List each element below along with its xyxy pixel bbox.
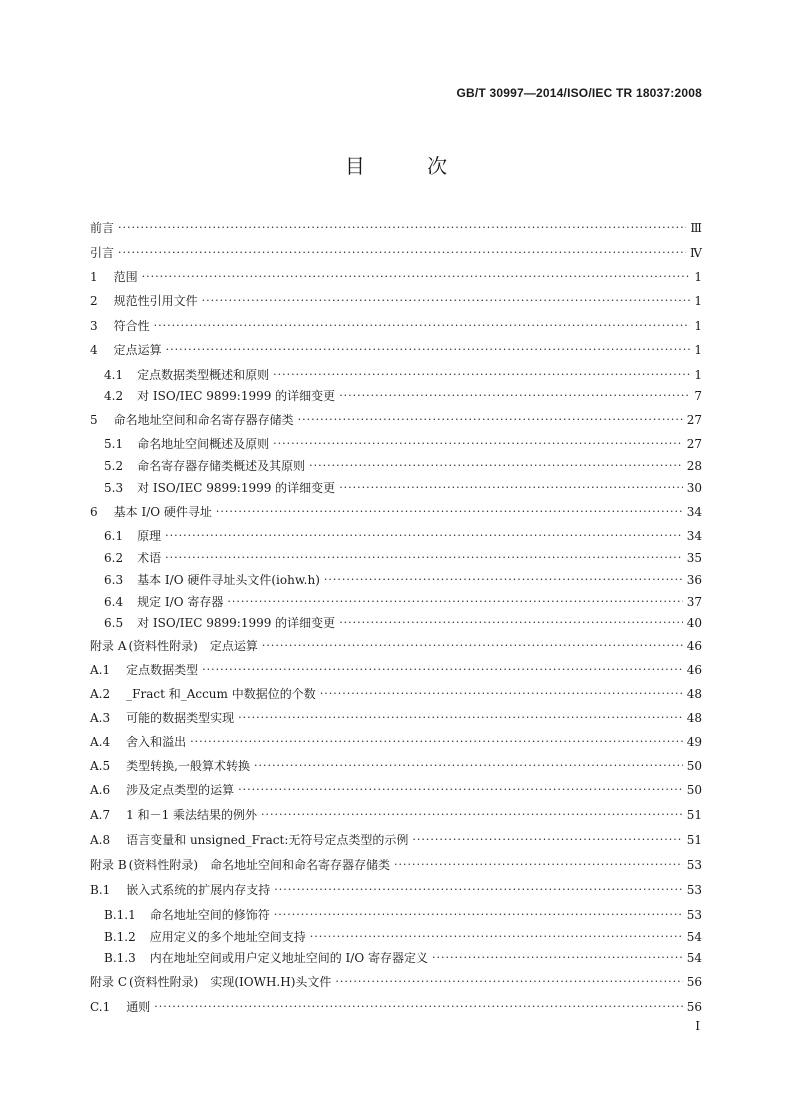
toc-leader-dots: [238, 708, 683, 728]
toc-entry[interactable]: [90, 756, 702, 776]
toc-entry-label: 舍入和溢出: [126, 735, 187, 749]
toc-entry[interactable]: [90, 340, 702, 360]
toc-entry[interactable]: [104, 613, 702, 633]
toc-entry-label: 基本 I/O 硬件寻址: [113, 505, 212, 519]
toc-entry-page: 1: [694, 368, 702, 382]
toc-leader-dots: [324, 570, 683, 590]
toc-entry-number: A.6: [90, 783, 111, 797]
toc-entry[interactable]: [104, 365, 702, 385]
toc-entry-label: 命名地址空间的修饰符: [149, 908, 270, 922]
toc-leader-dots: [335, 972, 682, 992]
toc-entry[interactable]: [90, 830, 702, 850]
toc-leader-dots: [118, 218, 686, 238]
toc-leader-dots: [202, 291, 690, 311]
toc-leader-dots: [339, 478, 683, 498]
toc-entry-label: 1 和－1 乘法结果的例外: [126, 808, 258, 822]
toc-entry-number: 附录 A: [90, 639, 127, 653]
toc-entry-page: 53: [686, 908, 702, 922]
toc-entry-number: 6: [90, 505, 98, 519]
toc-leader-dots: [202, 660, 683, 680]
toc-entry[interactable]: [104, 570, 702, 590]
toc-entry[interactable]: [104, 386, 702, 406]
toc-leader-dots: [339, 613, 683, 633]
toc-entry[interactable]: [104, 456, 702, 476]
toc-entry-page: 34: [686, 529, 702, 543]
toc-entry-label: 定点运算: [113, 343, 162, 357]
toc-entry[interactable]: [90, 316, 702, 336]
toc-entry-number: 2: [90, 294, 98, 308]
toc-entry-number: A.4: [90, 735, 111, 749]
toc-leader-dots: [262, 636, 683, 656]
toc-entry-number: 6.2: [104, 551, 124, 565]
toc-entry-number: B.1.1: [104, 908, 136, 922]
toc-entry-label: 可能的数据类型实现: [126, 711, 235, 725]
toc-entry-label: 对 ISO/IEC 9899:1999 的详细变更: [137, 481, 336, 495]
toc-entry-number: B.1.3: [104, 951, 136, 965]
toc-entry-page: 56: [686, 1000, 702, 1014]
toc-entry-number: 3: [90, 319, 98, 333]
toc-entry-page: 7: [694, 389, 702, 403]
toc-leader-dots: [394, 855, 683, 875]
toc-entry-label: 术语: [137, 551, 162, 565]
toc-entry[interactable]: [90, 267, 702, 287]
page-title: 目 次: [344, 154, 476, 178]
toc-entry-page: 54: [686, 930, 702, 944]
toc-entry[interactable]: [90, 291, 702, 311]
toc-entry-page: 36: [686, 573, 702, 587]
toc-entry-label: 内在地址空间或用户定义地址空间的 I/O 寄存器定义: [149, 951, 428, 965]
toc-entry-label: _Fract 和_Accum 中数据位的个数: [126, 687, 316, 701]
toc-entry-label: 语言变量和 unsigned_Fract:无符号定点类型的示例: [126, 833, 409, 847]
toc-entry-number: 6.4: [104, 595, 124, 609]
toc-entry-number: 附录 C: [90, 975, 127, 989]
toc-entry-number: B.1.2: [104, 930, 136, 944]
toc-entry-label: 对 ISO/IEC 9899:1999 的详细变更: [137, 616, 336, 630]
toc-entry-page: 53: [686, 883, 702, 897]
toc-entry[interactable]: [90, 732, 702, 752]
standard-number-header: GB/T 30997—2014/ISO/IEC TR 18037:2008: [456, 86, 702, 100]
toc-leader-dots: [274, 880, 682, 900]
toc-entry-page: 49: [686, 735, 702, 749]
toc-leader-dots: [142, 267, 690, 287]
toc-entry[interactable]: [104, 548, 702, 568]
toc-entry-page: 48: [686, 687, 702, 701]
toc-entry-label: 应用定义的多个地址空间支持: [149, 930, 306, 944]
toc-entry-label: 原理: [137, 529, 162, 543]
toc-entry-page: 1: [694, 343, 702, 357]
toc-leader-dots: [432, 948, 683, 968]
toc-entry-number: A.3: [90, 711, 111, 725]
toc-entry-number: A.1: [90, 663, 111, 677]
toc-entry[interactable]: [104, 592, 702, 612]
toc-entry-number: 5.1: [104, 437, 124, 451]
toc-entry-number: 6.3: [104, 573, 124, 587]
toc-entry[interactable]: [104, 905, 702, 925]
toc-entry[interactable]: [90, 684, 702, 704]
toc-entry-label: (资料性附录) 命名地址空间和命名寄存器存储类: [128, 858, 391, 872]
toc-leader-dots: [273, 365, 690, 385]
toc-entry-page: 27: [686, 437, 702, 451]
toc-leader-dots: [165, 548, 683, 568]
toc-entry[interactable]: [90, 780, 702, 800]
toc-entry[interactable]: [104, 434, 702, 454]
toc-entry-label: 符合性: [113, 319, 150, 333]
toc-entry-page: 35: [686, 551, 702, 565]
toc-entry[interactable]: [90, 855, 702, 875]
page-number: I: [695, 1019, 700, 1033]
toc-entry-number: B.1: [90, 883, 111, 897]
toc-entry-page: 51: [686, 808, 702, 822]
toc-entry[interactable]: [104, 526, 702, 546]
toc-leader-dots: [165, 526, 683, 546]
toc-entry[interactable]: [104, 927, 702, 947]
toc-entry-number: 5.2: [104, 459, 124, 473]
toc-entry[interactable]: [90, 997, 702, 1017]
toc-entry[interactable]: [90, 805, 702, 825]
toc-leader-dots: [261, 805, 683, 825]
toc-entry[interactable]: [104, 948, 702, 968]
toc-entry[interactable]: [90, 660, 702, 680]
toc-entry-page: 1: [694, 270, 702, 284]
toc-entry-label: 规定 I/O 寄存器: [137, 595, 224, 609]
toc-entry-page: 54: [686, 951, 702, 965]
toc-leader-dots: [227, 592, 682, 612]
toc-leader-dots: [310, 927, 683, 947]
toc-leader-dots: [154, 997, 683, 1017]
toc-entry-label: (资料性附录) 实现(IOWH.H)头文件: [129, 975, 332, 989]
toc-entry[interactable]: [90, 502, 702, 522]
toc-entry-label: 基本 I/O 硬件寻址头文件(iohw.h): [137, 573, 320, 587]
toc-entry-label: 嵌入式系统的扩展内存支持: [126, 883, 271, 897]
toc-entry-page: Ⅲ: [690, 221, 702, 235]
toc-entry[interactable]: [90, 708, 702, 728]
toc-entry-page: 50: [686, 783, 702, 797]
toc-entry-number: 6.5: [104, 616, 124, 630]
toc-entry-number: A.5: [90, 759, 111, 773]
toc-entry-number: 附录 B: [90, 858, 127, 872]
toc-leader-dots: [254, 756, 683, 776]
toc-entry-label: 涉及定点类型的运算: [126, 783, 235, 797]
toc-entry[interactable]: [90, 880, 702, 900]
toc-entry-page: 46: [686, 639, 702, 653]
toc-entry-number: 4.1: [104, 368, 124, 382]
toc-entry[interactable]: [104, 478, 702, 498]
toc-leader-dots: [274, 905, 683, 925]
toc-entry[interactable]: [90, 243, 702, 263]
toc-entry-page: 46: [686, 663, 702, 677]
toc-entry-number: C.1: [90, 1000, 111, 1014]
toc-entry-page: 34: [686, 505, 702, 519]
toc-leader-dots: [154, 316, 690, 336]
toc-leader-dots: [298, 410, 683, 430]
toc-entry-page: 40: [686, 616, 702, 630]
toc-entry-number: A.7: [90, 808, 111, 822]
toc-entry-label: 引言: [90, 246, 115, 260]
toc-entry-number: 4.2: [104, 389, 124, 403]
toc-entry-label: 规范性引用文件: [113, 294, 198, 308]
toc-entry-label: 定点数据类型概述和原则: [137, 368, 270, 382]
toc-leader-dots: [412, 830, 682, 850]
toc-entry[interactable]: [90, 218, 702, 238]
toc-leader-dots: [320, 684, 683, 704]
toc-entry-page: 48: [686, 711, 702, 725]
toc-entry-label: 前言: [90, 221, 115, 235]
toc-leader-dots: [273, 434, 683, 454]
toc-entry-page: 50: [686, 759, 702, 773]
toc-entry-label: 定点数据类型: [126, 663, 199, 677]
toc-entry-label: 对 ISO/IEC 9899:1999 的详细变更: [137, 389, 336, 403]
toc-entry-number: 6.1: [104, 529, 124, 543]
toc-entry-page: 28: [686, 459, 702, 473]
toc-leader-dots: [216, 502, 683, 522]
toc-leader-dots: [339, 386, 690, 406]
toc-leader-dots: [166, 340, 690, 360]
toc-entry-number: 4: [90, 343, 98, 357]
toc-entry-number: A.2: [90, 687, 111, 701]
toc-entry-label: (资料性附录) 定点运算: [128, 639, 258, 653]
toc-entry-label: 通则: [126, 1000, 151, 1014]
toc-entry-page: 37: [686, 595, 702, 609]
toc-entry-page: Ⅳ: [690, 246, 702, 260]
toc-entry-number: 1: [90, 270, 98, 284]
toc-entry-label: 命名寄存器存储类概述及其原则: [137, 459, 306, 473]
toc-entry-label: 范围: [113, 270, 138, 284]
toc-entry-page: 1: [694, 294, 702, 308]
toc-entry-number: A.8: [90, 833, 111, 847]
toc-entry-label: 命名地址空间和命名寄存器存储类: [113, 413, 294, 427]
toc-entry-page: 56: [686, 975, 702, 989]
toc-entry-page: 30: [686, 481, 702, 495]
toc-leader-dots: [118, 243, 686, 263]
toc-leader-dots: [238, 780, 683, 800]
toc-entry[interactable]: [90, 410, 702, 430]
toc-entry[interactable]: [90, 636, 702, 656]
toc-entry-page: 51: [686, 833, 702, 847]
toc-entry-number: 5.3: [104, 481, 124, 495]
toc-leader-dots: [190, 732, 683, 752]
toc-entry-number: 5: [90, 413, 98, 427]
toc-leader-dots: [309, 456, 683, 476]
toc-entry-page: 27: [686, 413, 702, 427]
toc-entry-label: 类型转换,一般算术转换: [126, 759, 250, 773]
toc-entry[interactable]: [90, 972, 702, 992]
toc-entry-page: 53: [686, 858, 702, 872]
toc-entry-page: 1: [694, 319, 702, 333]
toc-entry-label: 命名地址空间概述及原则: [137, 437, 270, 451]
